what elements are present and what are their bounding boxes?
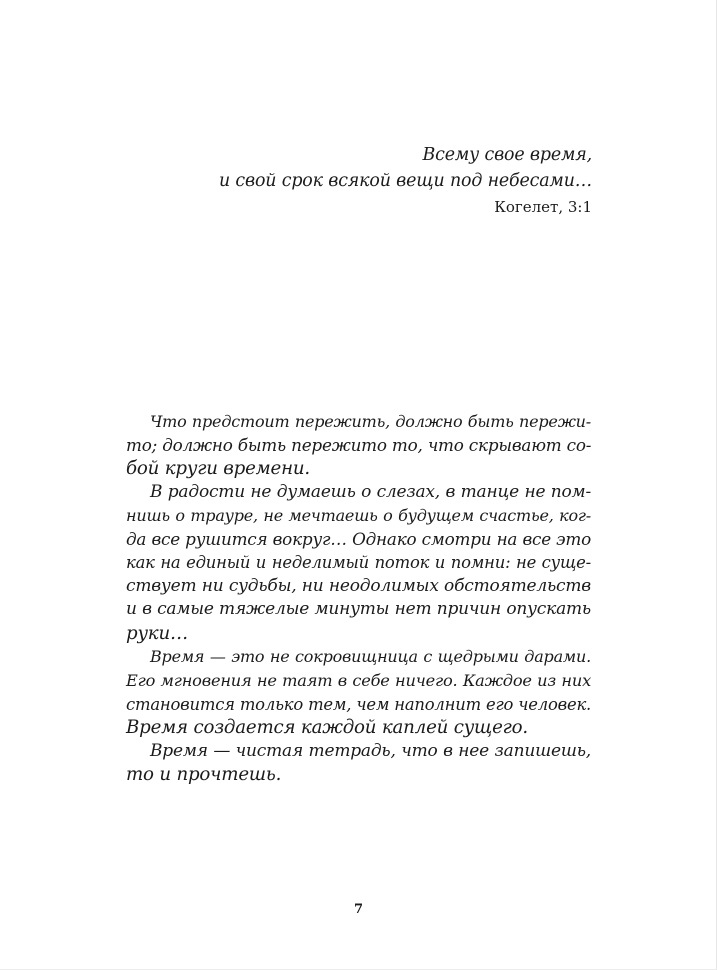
text-line: и в самые тяжелые минуты нет причин опускать [126, 599, 591, 620]
text-line: да все рушится вокруг… Однако смотри на все это [126, 528, 591, 549]
page-number: 7 [353, 902, 364, 917]
text-line: ствует ни судьбы, ни неодолимых обстоятельств [126, 575, 591, 596]
text-line: Время создается каждой каплей сущего. [126, 717, 528, 739]
text-line: бой круги времени. [126, 458, 310, 480]
text-line: В радости не думаешь о слезах, в танце не пом- [150, 481, 591, 502]
text-line: Время — это не сокровищница с щедрыми дарами. [150, 647, 591, 667]
epigraph [132, 143, 592, 218]
body-text [126, 410, 591, 787]
text-line: как на единый и неделимый поток и помни: не суще- [126, 553, 591, 573]
epigraph-source: Когелет, 3:1 [494, 198, 592, 216]
text-line: то; должно быть пережито то, что скрывают со- [126, 434, 592, 455]
text-line: руки… [126, 622, 188, 644]
text-line: то и прочтешь. [126, 764, 282, 786]
text-line: Что предстоит пережить, должно быть пережи- [150, 412, 591, 431]
text-line: становится только тем, чем наполнит его человек. [126, 694, 592, 714]
epigraph-line: Всему свое время, [422, 145, 592, 165]
text-line: Его мгновения не таят в себе ничего. Каждое из них [126, 671, 591, 691]
text-line: Время — чистая тетрадь, что в нее запишешь, [150, 740, 591, 761]
epigraph-line: и свой срок всякой вещи под небесами… [219, 170, 592, 191]
text-line: нишь о трауре, не мечтаешь о будущем счастье, ког- [126, 506, 591, 526]
